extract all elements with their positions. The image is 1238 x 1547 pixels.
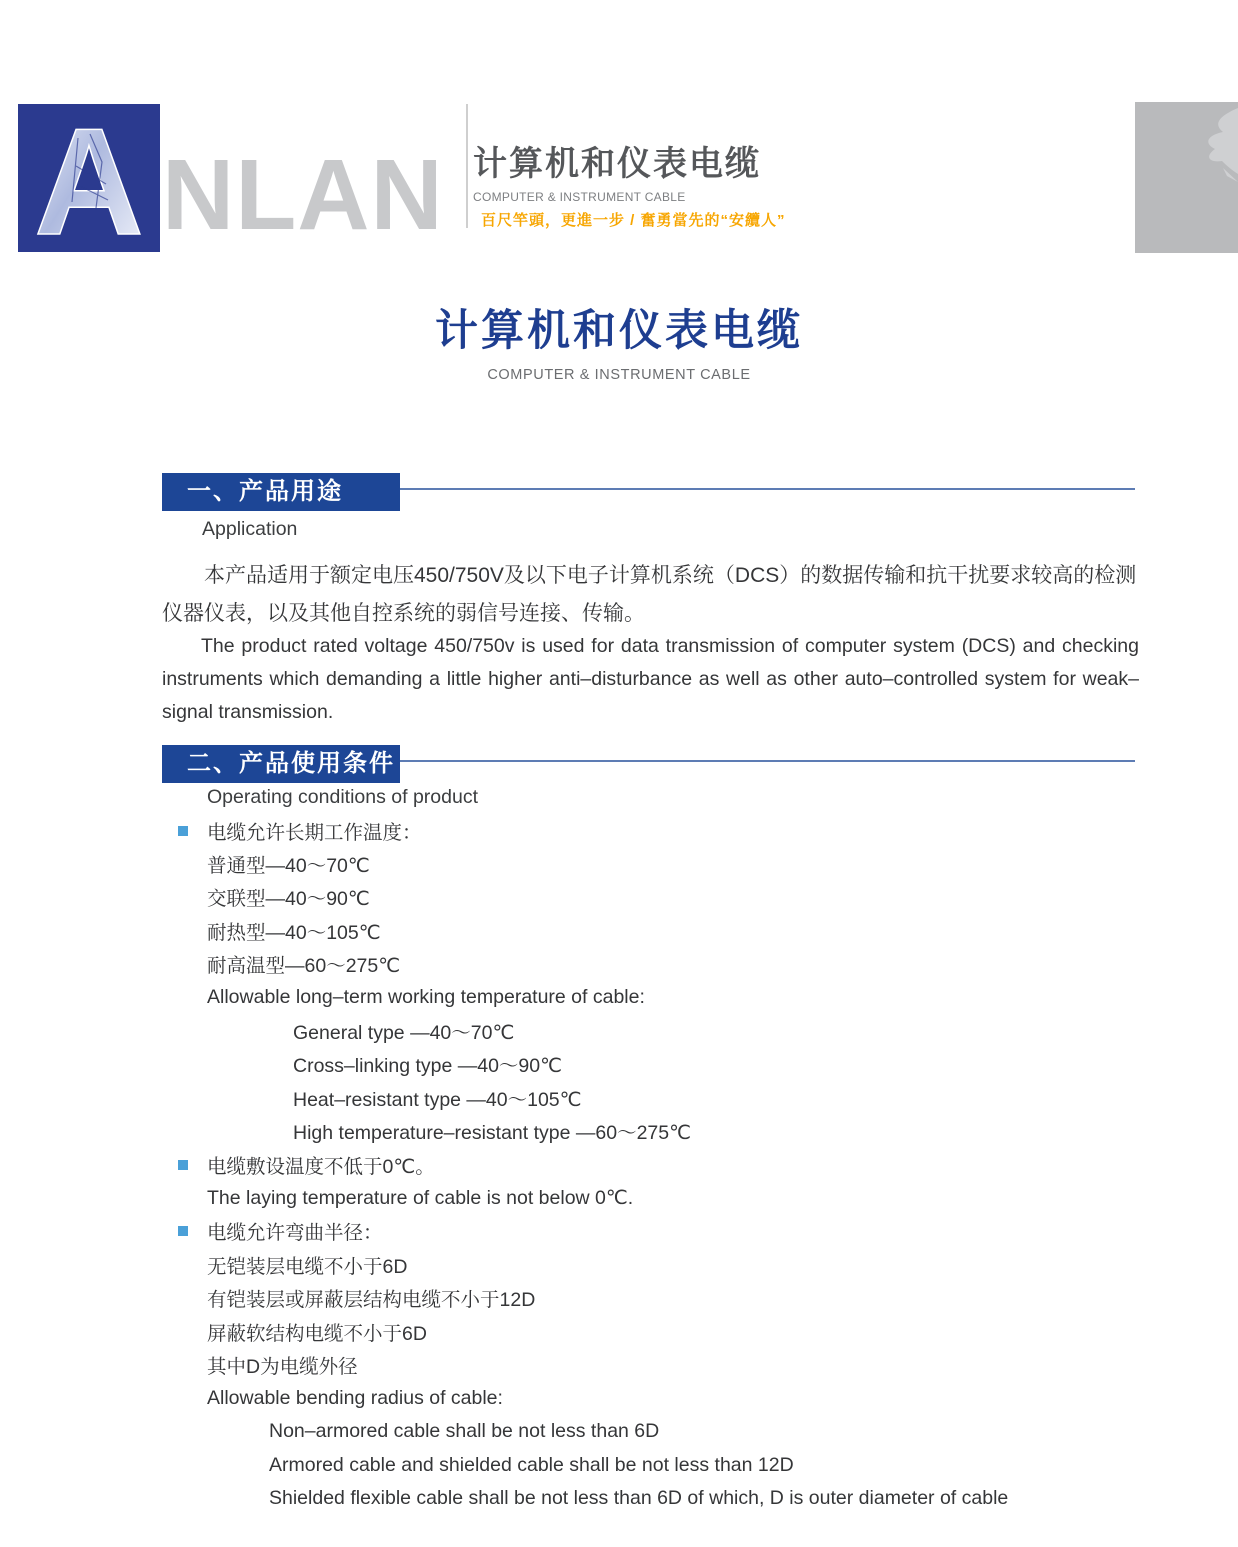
condition-line xyxy=(162,814,1142,847)
svg-text:A: A xyxy=(34,104,144,252)
condition-line xyxy=(162,1215,1142,1248)
condition-text: The laying temperature of cable is not below 0℃. xyxy=(207,1186,634,1209)
condition-line xyxy=(162,1181,1142,1214)
condition-line xyxy=(162,914,1142,947)
logo-a-graphic xyxy=(18,104,160,252)
condition-line xyxy=(162,1281,1142,1314)
doc-title-block xyxy=(0,297,1238,383)
header-divider-line xyxy=(466,104,468,228)
condition-text: Heat–resistant type —40～105℃ xyxy=(293,1088,582,1111)
page-subtitle: COMPUTER & INSTRUMENT CABLE xyxy=(487,367,751,383)
condition-text: 耐高温型—60～275℃ xyxy=(207,955,401,978)
condition-line xyxy=(162,1315,1142,1348)
header-photo-placeholder xyxy=(1135,102,1238,253)
condition-text: 有铠装层或屏蔽层结构电缆不小于12D xyxy=(207,1289,536,1312)
condition-text: 电缆敷设温度不低于0℃。 xyxy=(207,1155,435,1178)
condition-line xyxy=(162,1448,1142,1481)
section-1-heading: 一、产品用途 xyxy=(162,473,400,511)
section-2-rule xyxy=(400,760,1135,762)
condition-line xyxy=(162,1148,1142,1181)
section-2-subheading: Operating conditions of product xyxy=(207,786,479,808)
condition-line xyxy=(162,948,1142,981)
condition-text: Cross–linking type —40～90℃ xyxy=(293,1055,563,1078)
logo-text-nlan: NLAN xyxy=(162,139,444,251)
header-product-title-en: COMPUTER & INSTRUMENT CABLE xyxy=(473,190,686,204)
condition-text: Allowable bending radius of cable: xyxy=(207,1386,503,1409)
condition-line xyxy=(162,847,1142,880)
section-2-heading: 二、产品使用条件 xyxy=(162,745,400,783)
condition-line xyxy=(162,1415,1142,1448)
condition-line xyxy=(162,1048,1142,1081)
header-slogan: 百尺竿頭，更進一步 / 奮勇當先的“安纜人” xyxy=(481,212,786,229)
condition-line xyxy=(162,1482,1142,1515)
section-1-subheading: Application xyxy=(202,518,298,540)
section-1-rule xyxy=(400,488,1135,490)
page-title: 计算机和仪表电缆 xyxy=(435,307,803,355)
leaf-photo-icon xyxy=(1135,102,1238,253)
bullet-square-icon xyxy=(178,826,188,836)
condition-line xyxy=(162,1348,1142,1381)
condition-text: Non–armored cable shall be not less than 6D xyxy=(269,1420,660,1443)
condition-text: High temperature–resistant type —60～275℃ xyxy=(293,1122,692,1145)
condition-text: 屏蔽软结构电缆不小于6D xyxy=(207,1322,427,1345)
condition-text: 无铠装层电缆不小于6D xyxy=(207,1255,408,1278)
condition-text: 电缆允许弯曲半径： xyxy=(207,1222,383,1245)
condition-text: General type —40～70℃ xyxy=(293,1022,515,1045)
condition-line xyxy=(162,1248,1142,1281)
anlan-logo-a-icon xyxy=(18,104,160,252)
condition-text: Shielded flexible cable shall be not less than 6D of which, D is outer diameter of cable xyxy=(269,1487,1009,1509)
application-paragraph-en: The product rated voltage 450/750v is used for data transmission of computer system (DCS) and checking instruments which demanding a little higher anti–disturbance as well as other auto–controlled system for weak–signal transmission. xyxy=(162,635,1139,723)
application-paragraph-zh: 本产品适用于额定电压450/750V及以下电子计算机系统（DCS）的数据传输和抗干扰要求较高的检测仪器仪表，以及其他自控系统的弱信号连接、传输。 xyxy=(162,564,1137,625)
condition-text: 交联型—40～90℃ xyxy=(207,888,370,911)
condition-text: 电缆允许长期工作温度： xyxy=(207,821,422,844)
bullet-square-icon xyxy=(178,1160,188,1170)
conditions-list xyxy=(162,814,1142,1515)
condition-text: 耐热型—40～105℃ xyxy=(207,921,381,944)
header-product-title-zh: 计算机和仪表电缆 xyxy=(473,145,761,183)
condition-text: Armored cable and shielded cable shall be not less than 12D xyxy=(269,1453,794,1476)
condition-line xyxy=(162,1382,1142,1415)
condition-line xyxy=(162,881,1142,914)
condition-line xyxy=(162,1115,1142,1148)
condition-text: Allowable long–term working temperature of cable: xyxy=(207,986,645,1009)
condition-text: 其中D为电缆外径 xyxy=(207,1355,358,1378)
condition-text: 普通型—40～70℃ xyxy=(207,855,370,878)
condition-line xyxy=(162,981,1142,1014)
condition-line xyxy=(162,1014,1142,1047)
bullet-square-icon xyxy=(178,1226,188,1236)
condition-line xyxy=(162,1081,1142,1114)
